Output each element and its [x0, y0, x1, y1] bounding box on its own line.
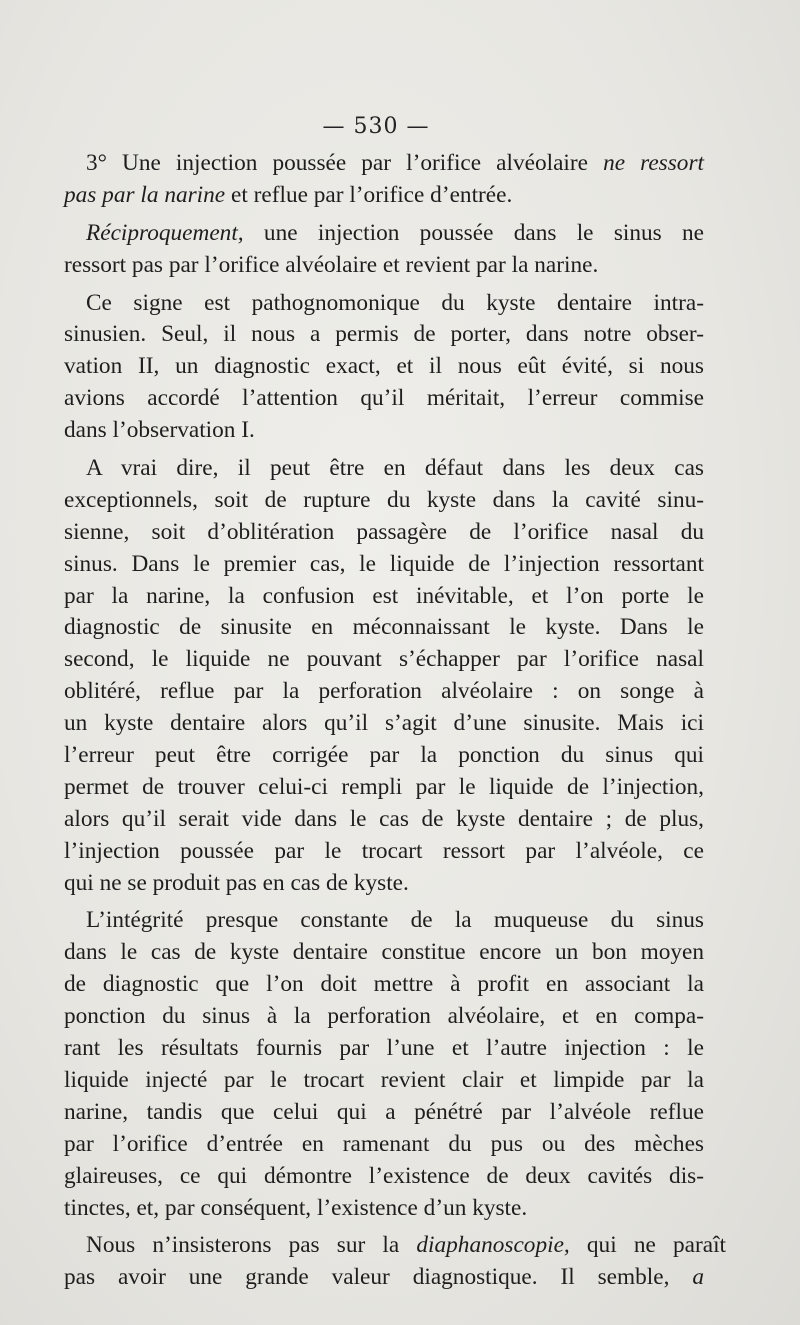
text-line: [64, 549, 704, 581]
text-line: [64, 1129, 704, 1161]
italic-text: ne ressort: [603, 150, 704, 176]
text-line: [64, 612, 704, 644]
text-run: qui ne se produit pas en cas de kyste.: [64, 869, 409, 896]
text-line: [64, 1065, 704, 1097]
text-line: [64, 740, 704, 772]
text-run: exceptionnels, soit de rupture du kyste dans la cavité sinu-: [64, 486, 704, 513]
text-line: [64, 351, 704, 383]
text-run: diagnostic de sinusite en méconnaissant le kyste. Dans le: [64, 614, 704, 641]
italic-text: diaphanoscopie,: [416, 1232, 570, 1259]
text-run: ressort pas par l’orifice alvéolaire et revient par la narine.: [64, 251, 599, 278]
text-run: Nous n’insisterons pas sur la: [86, 1232, 417, 1259]
text-line: [64, 1161, 704, 1193]
italic-text: a: [692, 1264, 704, 1291]
italic-text: pas par la narine: [64, 181, 226, 208]
text-line: [64, 415, 704, 447]
text-line: [64, 288, 704, 320]
text-run: glaireuses, ce qui démontre l’existence de deux cavités dis-: [64, 1162, 704, 1189]
text-run: de diagnostic que l’on doit mettre à profit en associant la: [64, 971, 704, 998]
text-line: [64, 1193, 704, 1225]
text-run: dans l’observation I.: [64, 417, 255, 444]
text-run: A vrai dire, il peut être en défaut dans les deux cas: [86, 455, 704, 482]
text-run: par la narine, la confusion est inévitable, et l’on porte le: [64, 582, 704, 609]
page-number: — 530 —: [322, 114, 430, 139]
text-line: [64, 383, 704, 415]
text-line: [64, 148, 704, 180]
text-run: sienne, soit d’oblitération passagère de l’orifice nasal du: [64, 518, 704, 545]
text-run: oblitéré, reflue par la perforation alvéolaire : on songe à: [64, 678, 704, 705]
text-run: narine, tandis que celui qui a pénétré par l’alvéole reflue: [64, 1098, 704, 1125]
text-run: l’erreur peut être corrigée par la ponction du sinus qui: [64, 742, 704, 769]
text-line: [64, 1001, 704, 1033]
text-line: [64, 905, 704, 937]
text-run: une injection poussée dans le sinus ne: [243, 219, 704, 246]
text-line: [64, 644, 704, 676]
text-run: et reflue par l’orifice d’entrée.: [225, 181, 513, 208]
text-line: [64, 250, 704, 282]
text-line: [64, 319, 704, 351]
text-run: par l’orifice d’entrée en ramenant du pus ou des mèches: [64, 1130, 704, 1157]
text-line: [64, 772, 704, 804]
text-line: [64, 868, 704, 900]
text-run: dans le cas de kyste dentaire constitue encore un bon moyen: [64, 939, 704, 966]
text-run: vation II, un diagnostic exact, et il nous eût évité, si nous: [64, 353, 704, 380]
text-run: un kyste dentaire alors qu’il s’agit d’une sinusite. Mais ici: [64, 710, 704, 737]
text-line: [64, 1262, 704, 1294]
text-line: [64, 1033, 704, 1065]
text-run: permet de trouver celui-ci rempli par le liquide de l’injection,: [64, 773, 704, 800]
text-line: [64, 485, 704, 517]
text-line: [64, 581, 704, 613]
text-run: qui ne paraît: [569, 1232, 727, 1259]
text-run: sinusien. Seul, il nous a permis de porter, dans notre obser-: [64, 321, 704, 348]
text-run: L’intégrité presque constante de la muqueuse du sinus: [86, 907, 704, 934]
page-text: [64, 148, 727, 1294]
text-line: [64, 969, 704, 1001]
text-run: rant les résultats fournis par l’une et l’autre injection : le: [64, 1035, 704, 1062]
text-line: [64, 804, 704, 836]
text-line: [64, 676, 704, 708]
text-line: [64, 180, 704, 212]
text-line: [64, 517, 704, 549]
text-line: [64, 708, 704, 740]
text-run: avions accordé l’attention qu’il méritait, l’erreur commise: [64, 385, 704, 412]
text-run: 3° Une injection poussée par l’orifice alvéolaire: [86, 150, 604, 176]
text-run: tinctes, et, par conséquent, l’existence d’un kyste.: [64, 1194, 528, 1221]
text-run: liquide injecté par le trocart revient clair et limpide par la: [64, 1066, 704, 1093]
text-run: l’injection poussée par le trocart ressort par l’alvéole, ce: [64, 837, 704, 864]
text-line: [64, 1230, 726, 1262]
text-run: sinus. Dans le premier cas, le liquide de l’injection ressortant: [64, 550, 704, 577]
text-line: [64, 937, 704, 969]
text-line: [64, 218, 704, 250]
text-line: [64, 1097, 704, 1129]
text-run: pas avoir une grande valeur diagnostique. Il semble,: [64, 1264, 693, 1291]
text-run: alors qu’il serait vide dans le cas de kyste dentaire ; de plus,: [64, 805, 704, 832]
italic-text: Réciproquement,: [86, 219, 244, 246]
text-line: [64, 453, 704, 485]
text-line: [64, 836, 704, 868]
text-run: second, le liquide ne pouvant s’échapper par l’orifice nasal: [64, 646, 704, 673]
text-run: Ce signe est pathognomonique du kyste dentaire intra-: [86, 289, 704, 316]
text-run: ponction du sinus à la perforation alvéolaire, et en compa-: [64, 1003, 704, 1030]
